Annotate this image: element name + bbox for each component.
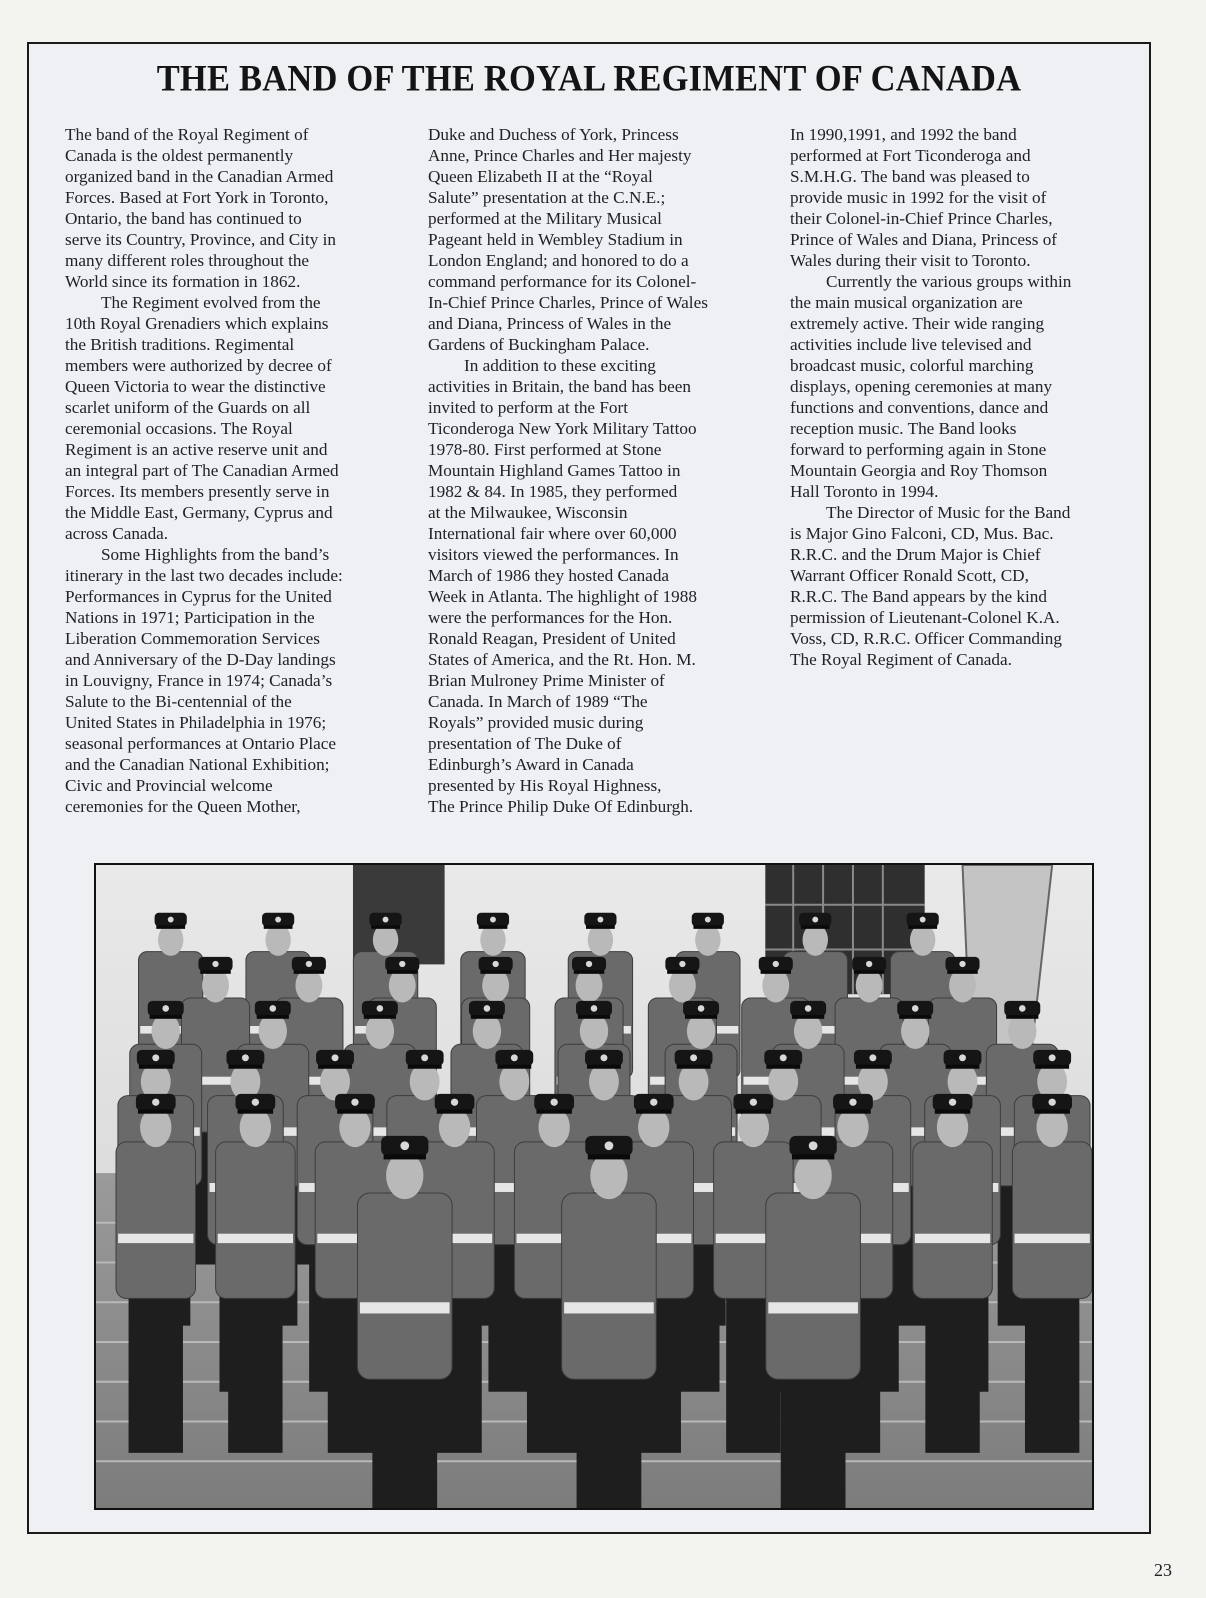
text-line: Liberation Commemoration Services — [65, 629, 320, 648]
paragraph — [65, 124, 405, 292]
text-line: activities in Britain, the band has been — [428, 377, 691, 396]
text-line: broadcast music, colorful marching — [790, 356, 1034, 375]
text-line: Forces. Its members presently serve in — [65, 482, 330, 501]
text-line: S.M.H.G. The band was pleased to — [790, 167, 1030, 186]
text-line: is Major Gino Falconi, CD, Mus. Bac. — [790, 524, 1054, 543]
text-line: Nations in 1971; Participation in the — [65, 608, 315, 627]
text-line: Currently the various groups within — [826, 272, 1072, 291]
paragraph — [790, 124, 1130, 271]
text-line: Canada. In March of 1989 “The — [428, 692, 648, 711]
text-line: Gardens of Buckingham Palace. — [428, 335, 650, 354]
text-line: the main musical organization are — [790, 293, 1023, 312]
paragraph — [428, 124, 768, 355]
text-line: R.R.C. and the Drum Major is Chief — [790, 545, 1041, 564]
text-line: Queen Elizabeth II at the “Royal — [428, 167, 653, 186]
text-line: World since its formation in 1862. — [65, 272, 301, 291]
text-line: performed at the Military Musical — [428, 209, 662, 228]
text-line: reception music. The Band looks — [790, 419, 1017, 438]
text-line: the Middle East, Germany, Cyprus and — [65, 503, 333, 522]
text-line: Forces. Based at Fort York in Toronto, — [65, 188, 329, 207]
text-line: and Diana, Princess of Wales in the — [428, 314, 672, 333]
text-line: Ronald Reagan, President of United — [428, 629, 676, 648]
band-group-photo — [94, 863, 1094, 1510]
text-line: many different roles throughout the — [65, 251, 310, 270]
text-line: forward to performing again in Stone — [790, 440, 1047, 459]
text-line: Civic and Provincial welcome — [65, 776, 273, 795]
text-line: 1978-80. First performed at Stone — [428, 440, 662, 459]
text-line: serve its Country, Province, and City in — [65, 230, 336, 249]
text-line: Canada is the oldest permanently — [65, 146, 294, 165]
text-line: ceremonies for the Queen Mother, — [65, 797, 301, 816]
text-line: In 1990,1991, and 1992 the band — [790, 125, 1017, 144]
page-title: THE BAND OF THE ROYAL REGIMENT OF CANADA — [156, 58, 1022, 100]
text-line: Duke and Duchess of York, Princess — [428, 125, 679, 144]
page-number: 23 — [1154, 1560, 1172, 1580]
text-line: activities include live televised and — [790, 335, 1032, 354]
text-line: The Royal Regiment of Canada. — [790, 650, 1012, 669]
text-line: Royals” provided music during — [428, 713, 644, 732]
text-line: at the Milwaukee, Wisconsin — [428, 503, 628, 522]
text-line: The Regiment evolved from the — [101, 293, 321, 312]
text-line: members were authorized by decree of — [65, 356, 332, 375]
text-line: the British traditions. Regimental — [65, 335, 295, 354]
paragraph — [428, 355, 768, 817]
text-line: in Louvigny, France in 1974; Canada’s — [65, 671, 333, 690]
text-line: Hall Toronto in 1994. — [790, 482, 939, 501]
text-line: Ontario, the band has continued to — [65, 209, 302, 228]
text-line: displays, opening ceremonies at many — [790, 377, 1053, 396]
text-line: 1982 & 84. In 1985, they performed — [428, 482, 678, 501]
text-line: across Canada. — [65, 524, 169, 543]
text-line: March of 1986 they hosted Canada — [428, 566, 670, 585]
text-line: presented by His Royal Highness, — [428, 776, 662, 795]
text-line: Regiment is an active reserve unit and — [65, 440, 328, 459]
text-line: functions and conventions, dance and — [790, 398, 1049, 417]
page-frame — [27, 42, 1151, 1534]
text-line: Queen Victoria to wear the distinctive — [65, 377, 326, 396]
text-line: 10th Royal Grenadiers which explains — [65, 314, 329, 333]
text-line: Wales during their visit to Toronto. — [790, 251, 1031, 270]
text-line: seasonal performances at Ontario Place — [65, 734, 337, 753]
text-line: International fair where over 60,000 — [428, 524, 677, 543]
text-line: Pageant held in Wembley Stadium in — [428, 230, 683, 249]
text-line: Anne, Prince Charles and Her majesty — [428, 146, 692, 165]
text-column-3 — [790, 124, 1130, 670]
text-line: R.R.C. The Band appears by the kind — [790, 587, 1047, 606]
text-line: The band of the Royal Regiment of — [65, 125, 309, 144]
paragraph — [65, 292, 405, 544]
text-line: and Anniversary of the D-Day landings — [65, 650, 336, 669]
text-line: Salute” presentation at the C.N.E.; — [428, 188, 666, 207]
text-line: Week in Atlanta. The highlight of 1988 — [428, 587, 697, 606]
text-line: permission of Lieutenant-Colonel K.A. — [790, 608, 1060, 627]
text-line: performed at Fort Ticonderoga and — [790, 146, 1031, 165]
text-line: extremely active. Their wide ranging — [790, 314, 1045, 333]
text-line: provide music in 1992 for the visit of — [790, 188, 1047, 207]
text-line: In addition to these exciting — [464, 356, 656, 375]
text-line: Ticonderoga New York Military Tattoo — [428, 419, 697, 438]
text-line: United States in Philadelphia in 1976; — [65, 713, 327, 732]
text-line: In-Chief Prince Charles, Prince of Wales — [428, 293, 708, 312]
text-line: Mountain Georgia and Roy Thomson — [790, 461, 1048, 480]
paragraph — [790, 271, 1130, 502]
text-line: and the Canadian National Exhibition; — [65, 755, 330, 774]
text-line: organized band in the Canadian Armed — [65, 167, 334, 186]
text-line: their Colonel-in-Chief Prince Charles, — [790, 209, 1053, 228]
text-line: scarlet uniform of the Guards on all — [65, 398, 311, 417]
text-line: States of America, and the Rt. Hon. M. — [428, 650, 696, 669]
text-line: an integral part of The Canadian Armed — [65, 461, 339, 480]
text-line: presentation of The Duke of — [428, 734, 622, 753]
text-line: ceremonial occasions. The Royal — [65, 419, 293, 438]
text-line: visitors viewed the performances. In — [428, 545, 679, 564]
text-line: Edinburgh’s Award in Canada — [428, 755, 634, 774]
text-line: Brian Mulroney Prime Minister of — [428, 671, 665, 690]
photo-illustration — [96, 865, 1092, 1508]
text-column-2 — [428, 124, 768, 817]
text-line: The Prince Philip Duke Of Edinburgh. — [428, 797, 694, 816]
paragraph — [65, 544, 405, 817]
text-line: Voss, CD, R.R.C. Officer Commanding — [790, 629, 1062, 648]
text-line: Prince of Wales and Diana, Princess of — [790, 230, 1058, 249]
paragraph — [790, 502, 1130, 670]
text-line: invited to perform at the Fort — [428, 398, 628, 417]
text-line: Salute to the Bi-centennial of the — [65, 692, 292, 711]
text-column-1 — [65, 124, 405, 817]
text-line: Some Highlights from the band’s — [101, 545, 330, 564]
text-line: Warrant Officer Ronald Scott, CD, — [790, 566, 1029, 585]
text-line: itinerary in the last two decades include: — [65, 566, 343, 585]
text-line: The Director of Music for the Band — [826, 503, 1071, 522]
text-line: command performance for its Colonel- — [428, 272, 697, 291]
text-line: Mountain Highland Games Tattoo in — [428, 461, 681, 480]
text-line: Performances in Cyprus for the United — [65, 587, 332, 606]
text-line: London England; and honored to do a — [428, 251, 689, 270]
text-line: were the performances for the Hon. — [428, 608, 673, 627]
